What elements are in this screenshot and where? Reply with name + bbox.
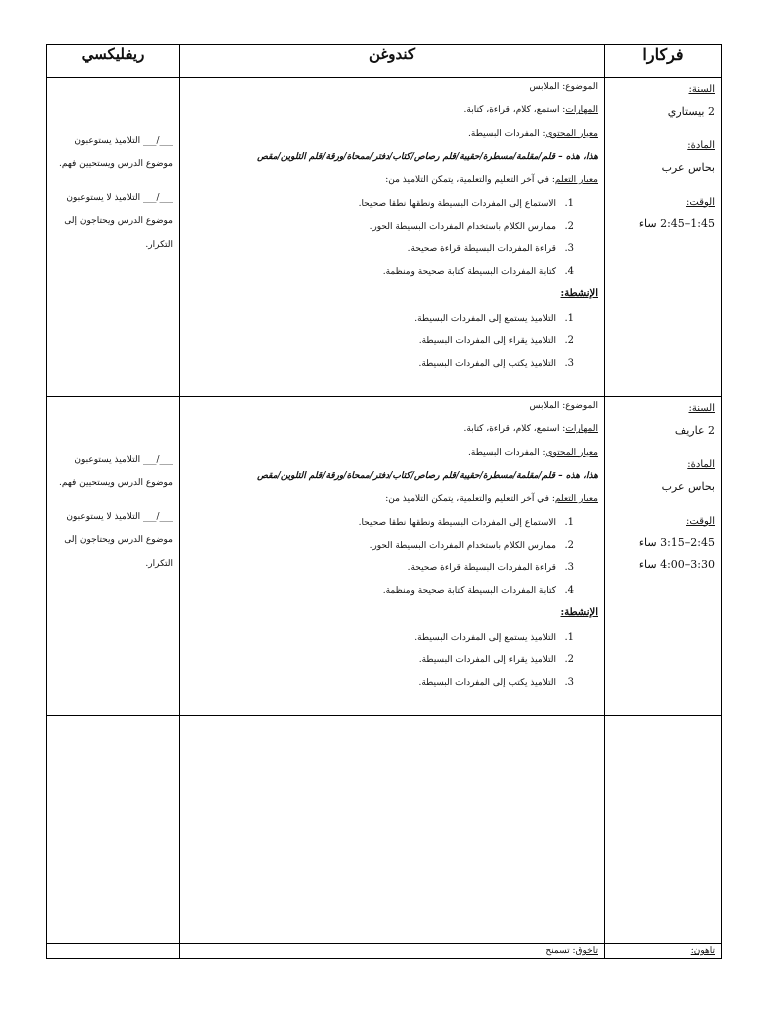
learning-standard: معيار التعلم: في آخر التعليم والتعلمية، يتمكن التلاميذ من:	[385, 175, 598, 185]
list-item: 3.قراءة المفردات البسيطة قراءة صحيحة.	[407, 562, 574, 574]
footer-row	[47, 944, 722, 959]
year-value: 2 عاريف	[674, 423, 715, 437]
lesson-2-meta	[605, 397, 722, 716]
list-item: 1.الاستماع إلى المفردات البسيطة ونطقها نطقا صحيحا.	[358, 198, 574, 210]
footer-left	[47, 944, 180, 959]
header-row	[47, 45, 722, 78]
lesson-2-reflection	[47, 397, 180, 716]
time-value: 3:30–4:00 ساء	[638, 557, 715, 571]
list-item: 4.كتابة المفردات البسيطة كتابة صحيحة ومنظمة.	[382, 265, 574, 277]
activities-list	[188, 632, 598, 690]
topic: الموضوع: الملابس	[529, 82, 598, 92]
footer-right-label: تاهون:	[690, 946, 715, 956]
list-item: 4.كتابة المفردات البسيطة كتابة صحيحة ومنظمة.	[382, 584, 574, 596]
list-item: 3.قراءة المفردات البسيطة قراءة صحيحة.	[407, 243, 574, 255]
subject-value: بحاس عرب	[661, 479, 715, 493]
list-item: 1.الاستماع إلى المفردات البسيطة ونطقها نطقا صحيحا.	[358, 517, 574, 529]
list-item: 1.التلاميذ يستمع إلى المفردات البسيطة.	[414, 631, 574, 643]
vocabulary: هذا، هذه – قلم/مقلمة/مسطرة/حقيبة/قلم رصاص/كتاب/دفتر/ممحاة/ورقة/قلم التلوين/مقص	[257, 470, 598, 481]
activities-list	[188, 313, 598, 371]
objectives-list	[188, 198, 598, 278]
skills: المهارات: استمع، كلام، قراءة، كتابة.	[463, 105, 598, 116]
time-label: الوقت:	[686, 196, 715, 208]
time-value: 2:45–3:15 ساء	[638, 536, 715, 549]
empty-row	[47, 716, 722, 944]
lesson-plan-page	[46, 44, 721, 968]
year-value: 2 بيستاري	[667, 104, 715, 118]
learning-standard: معيار التعلم: في آخر التعليم والتعلمية، يتمكن التلاميذ من:	[385, 494, 598, 504]
lesson-1-reflection	[47, 78, 180, 397]
header-content: كندوغن	[180, 45, 605, 78]
activities-heading: الإنشطة:	[560, 607, 598, 619]
lesson-row-1	[47, 78, 722, 397]
list-item: 3.التلاميذ يكتب إلى المفردات البسيطة.	[418, 676, 574, 688]
reflection-understood: ___/___ التلاميذ يستوعبون موضوع الدرس ويستحيين فهم.	[58, 455, 173, 489]
footer-right	[605, 944, 722, 959]
subject-label: المادة:	[687, 140, 715, 152]
reflection-not-understood: ___/___ التلاميذ لا يستوعبون موضوع الدرس ويحتاجون إلى التكرار.	[64, 511, 173, 569]
skills: المهارات: استمع، كلام، قراءة، كتابة.	[463, 424, 598, 435]
reflection-not-understood: ___/___ التلاميذ لا يستوعبون موضوع الدرس ويحتاجون إلى التكرار.	[64, 192, 173, 250]
activities-heading: الإنشطة:	[560, 288, 598, 300]
time-label: الوقت:	[686, 515, 715, 527]
empty-cell	[180, 716, 605, 944]
footer-middle-value: : تسمنح	[545, 946, 576, 956]
reflection-understood: ___/___ التلاميذ يستوعبون موضوع الدرس ويستحيين فهم.	[58, 136, 173, 170]
objectives-list	[188, 517, 598, 597]
year-label: السنة:	[688, 84, 715, 95]
empty-cell	[47, 716, 180, 944]
empty-cell	[605, 716, 722, 944]
content-standard: معيار المحتوى: المفردات البسيطة.	[468, 447, 598, 458]
content-standard: معيار المحتوى: المفردات البسيطة.	[468, 128, 598, 139]
header-period: فركارا	[605, 45, 722, 78]
list-item: 2.ممارس الكلام باستخدام المفردات البسيطة الحور.	[369, 220, 574, 232]
header-reflection: ريفليكسي	[47, 45, 180, 78]
vocabulary: هذا، هذه – قلم/مقلمة/مسطرة/حقيبة/قلم رصاص/كتاب/دفتر/ممحاة/ورقة/قلم التلوين/مقص	[257, 151, 598, 162]
lesson-1-content	[180, 78, 605, 397]
footer-middle-label: تاخوق	[575, 946, 598, 956]
list-item: 2.ممارس الكلام باستخدام المفردات البسيطة الحور.	[369, 539, 574, 551]
lesson-2-content	[180, 397, 605, 716]
year-label: السنة:	[688, 403, 715, 414]
lesson-1-meta	[605, 78, 722, 397]
topic: الموضوع: الملابس	[529, 401, 598, 411]
list-item: 2.التلاميذ يقراء إلى المفردات البسيطة.	[418, 335, 574, 347]
subject-value: بحاس عرب	[661, 160, 715, 174]
subject-label: المادة:	[687, 459, 715, 471]
list-item: 2.التلاميذ يقراء إلى المفردات البسيطة.	[418, 654, 574, 666]
lesson-row-2	[47, 397, 722, 716]
list-item: 3.التلاميذ يكتب إلى المفردات البسيطة.	[418, 357, 574, 369]
time-value: 1:45–2:45 ساء	[638, 217, 715, 230]
list-item: 1.التلاميذ يستمع إلى المفردات البسيطة.	[414, 312, 574, 324]
footer-middle	[180, 944, 605, 959]
lesson-plan-table	[46, 44, 722, 959]
